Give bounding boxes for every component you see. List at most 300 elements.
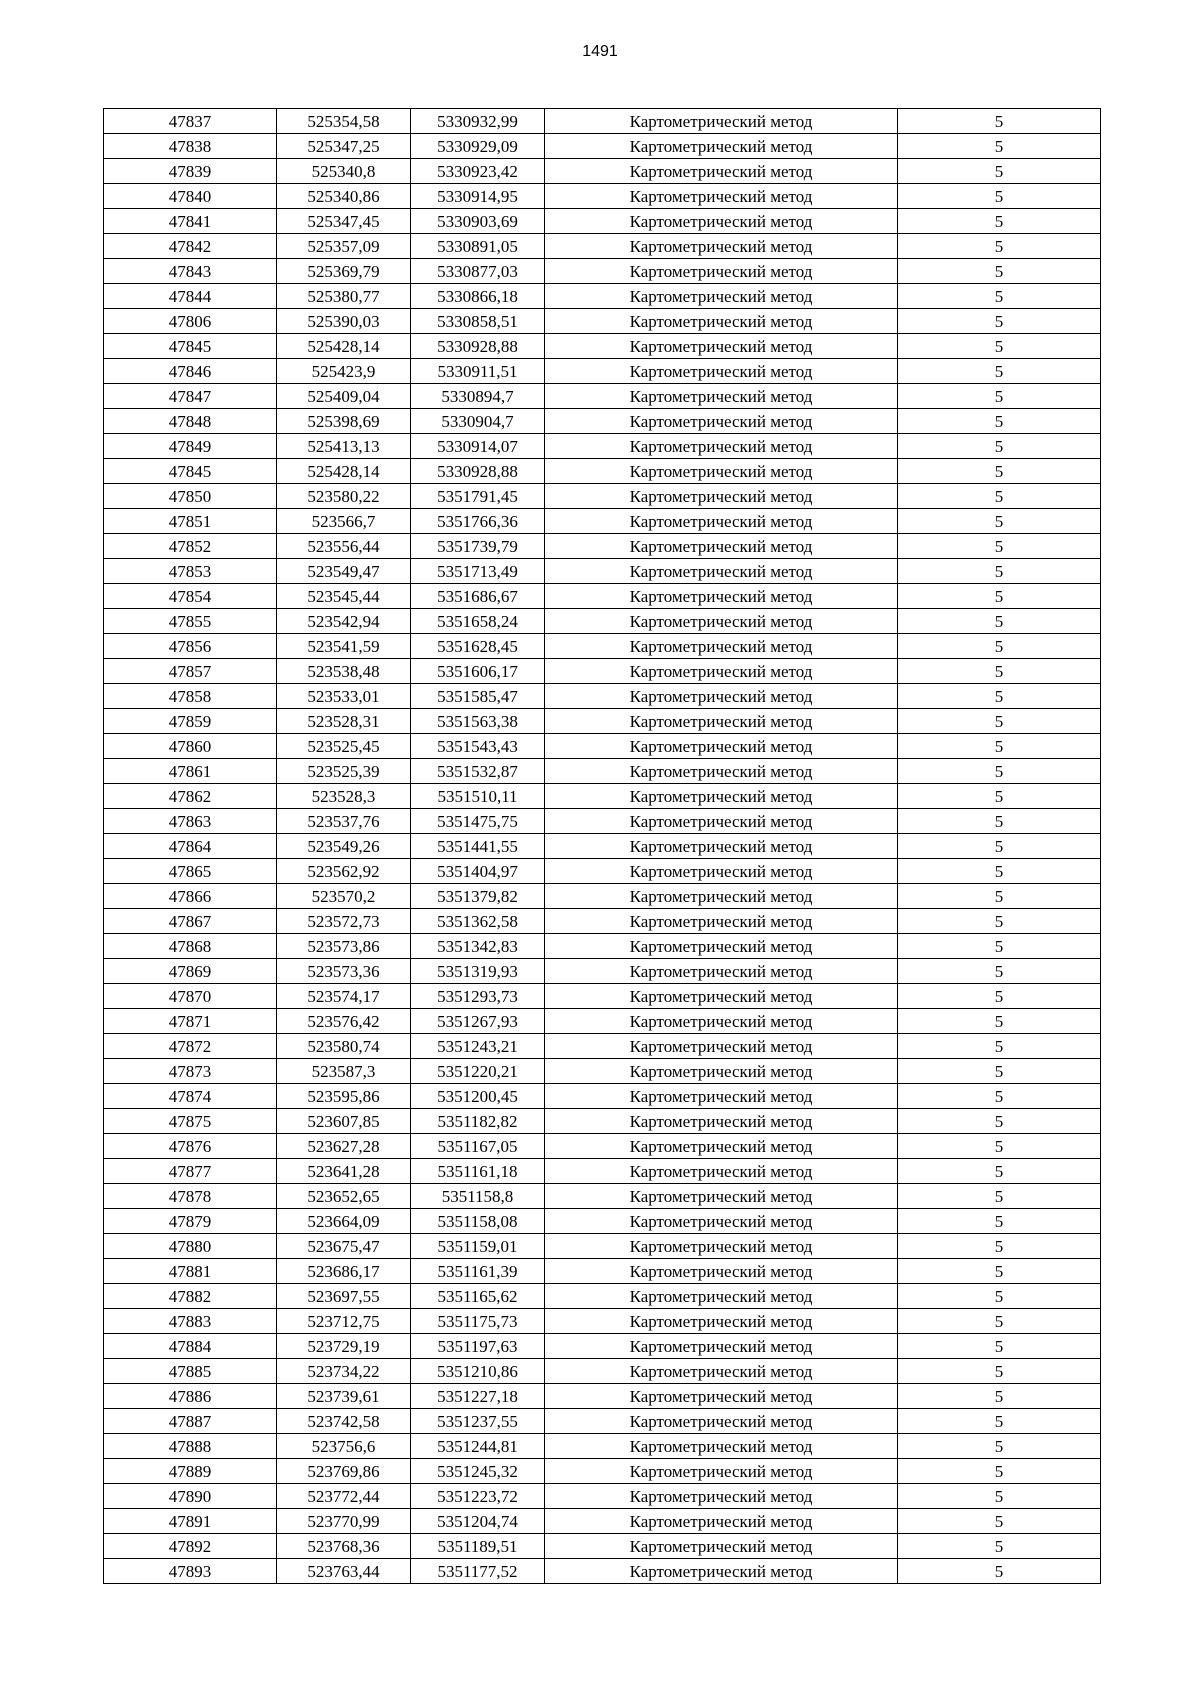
- table-row: [104, 909, 1101, 934]
- accuracy-cell: 5: [898, 434, 1101, 459]
- y-coordinate-cell: 5351220,21: [411, 1059, 545, 1084]
- method-cell: Картометрический метод: [545, 809, 898, 834]
- method-cell: Картометрический метод: [545, 384, 898, 409]
- y-coordinate-cell: 5330877,03: [411, 259, 545, 284]
- method-cell: Картометрический метод: [545, 209, 898, 234]
- method-cell: Картометрический метод: [545, 884, 898, 909]
- method-cell: Картометрический метод: [545, 584, 898, 609]
- y-coordinate-cell: 5351204,74: [411, 1509, 545, 1534]
- method-cell: Картометрический метод: [545, 1534, 898, 1559]
- x-coordinate-cell: 523545,44: [277, 584, 411, 609]
- point-number-cell: 47889: [104, 1459, 277, 1484]
- x-coordinate-cell: 523542,94: [277, 609, 411, 634]
- y-coordinate-cell: 5351237,55: [411, 1409, 545, 1434]
- table-row: [104, 1084, 1101, 1109]
- table-row: [104, 259, 1101, 284]
- x-coordinate-cell: 525354,58: [277, 109, 411, 134]
- x-coordinate-cell: 523627,28: [277, 1134, 411, 1159]
- point-number-cell: 47857: [104, 659, 277, 684]
- y-coordinate-cell: 5351658,24: [411, 609, 545, 634]
- point-number-cell: 47842: [104, 234, 277, 259]
- x-coordinate-cell: 523595,86: [277, 1084, 411, 1109]
- method-cell: Картометрический метод: [545, 834, 898, 859]
- table-row: [104, 1234, 1101, 1259]
- x-coordinate-cell: 523742,58: [277, 1409, 411, 1434]
- point-number-cell: 47865: [104, 859, 277, 884]
- table-row: [104, 934, 1101, 959]
- x-coordinate-cell: 525409,04: [277, 384, 411, 409]
- y-coordinate-cell: 5351379,82: [411, 884, 545, 909]
- x-coordinate-cell: 523556,44: [277, 534, 411, 559]
- method-cell: Картометрический метод: [545, 909, 898, 934]
- method-cell: Картометрический метод: [545, 1084, 898, 1109]
- table-row: [104, 159, 1101, 184]
- accuracy-cell: 5: [898, 1159, 1101, 1184]
- method-cell: Картометрический метод: [545, 1259, 898, 1284]
- point-number-cell: 47843: [104, 259, 277, 284]
- table-row: [104, 334, 1101, 359]
- x-coordinate-cell: 525413,13: [277, 434, 411, 459]
- point-number-cell: 47841: [104, 209, 277, 234]
- accuracy-cell: 5: [898, 1559, 1101, 1584]
- accuracy-cell: 5: [898, 659, 1101, 684]
- table-row: [104, 1284, 1101, 1309]
- y-coordinate-cell: 5330911,51: [411, 359, 545, 384]
- table-row: [104, 1309, 1101, 1334]
- point-number-cell: 47888: [104, 1434, 277, 1459]
- accuracy-cell: 5: [898, 109, 1101, 134]
- point-number-cell: 47863: [104, 809, 277, 834]
- table-row: [104, 309, 1101, 334]
- point-number-cell: 47885: [104, 1359, 277, 1384]
- y-coordinate-cell: 5351510,11: [411, 784, 545, 809]
- method-cell: Картометрический метод: [545, 934, 898, 959]
- accuracy-cell: 5: [898, 1034, 1101, 1059]
- point-number-cell: 47875: [104, 1109, 277, 1134]
- method-cell: Картометрический метод: [545, 509, 898, 534]
- table-row: [104, 809, 1101, 834]
- y-coordinate-cell: 5351319,93: [411, 959, 545, 984]
- y-coordinate-cell: 5351161,18: [411, 1159, 545, 1184]
- point-number-cell: 47850: [104, 484, 277, 509]
- method-cell: Картометрический метод: [545, 709, 898, 734]
- table-row: [104, 659, 1101, 684]
- x-coordinate-cell: 523528,31: [277, 709, 411, 734]
- x-coordinate-cell: 523641,28: [277, 1159, 411, 1184]
- y-coordinate-cell: 5351167,05: [411, 1134, 545, 1159]
- table-row: [104, 1334, 1101, 1359]
- point-number-cell: 47848: [104, 409, 277, 434]
- accuracy-cell: 5: [898, 1484, 1101, 1509]
- x-coordinate-cell: 523756,6: [277, 1434, 411, 1459]
- x-coordinate-cell: 523734,22: [277, 1359, 411, 1384]
- y-coordinate-cell: 5351739,79: [411, 534, 545, 559]
- table-row: [104, 359, 1101, 384]
- x-coordinate-cell: 525357,09: [277, 234, 411, 259]
- accuracy-cell: 5: [898, 534, 1101, 559]
- method-cell: Картометрический метод: [545, 184, 898, 209]
- accuracy-cell: 5: [898, 184, 1101, 209]
- accuracy-cell: 5: [898, 159, 1101, 184]
- table-row: [104, 284, 1101, 309]
- table-row: [104, 1534, 1101, 1559]
- table-row: [104, 1209, 1101, 1234]
- y-coordinate-cell: 5351293,73: [411, 984, 545, 1009]
- accuracy-cell: 5: [898, 834, 1101, 859]
- point-number-cell: 47844: [104, 284, 277, 309]
- method-cell: Картометрический метод: [545, 1359, 898, 1384]
- y-coordinate-cell: 5351362,58: [411, 909, 545, 934]
- accuracy-cell: 5: [898, 1284, 1101, 1309]
- accuracy-cell: 5: [898, 859, 1101, 884]
- x-coordinate-cell: 523607,85: [277, 1109, 411, 1134]
- point-number-cell: 47883: [104, 1309, 277, 1334]
- method-cell: Картометрический метод: [545, 1434, 898, 1459]
- x-coordinate-cell: 523686,17: [277, 1259, 411, 1284]
- table-row: [104, 759, 1101, 784]
- x-coordinate-cell: 523712,75: [277, 1309, 411, 1334]
- accuracy-cell: 5: [898, 1334, 1101, 1359]
- method-cell: Картометрический метод: [545, 309, 898, 334]
- y-coordinate-cell: 5330929,09: [411, 134, 545, 159]
- method-cell: Картометрический метод: [545, 1059, 898, 1084]
- table-row: [104, 784, 1101, 809]
- point-number-cell: 47846: [104, 359, 277, 384]
- accuracy-cell: 5: [898, 134, 1101, 159]
- point-number-cell: 47869: [104, 959, 277, 984]
- accuracy-cell: 5: [898, 709, 1101, 734]
- method-cell: Картометрический метод: [545, 559, 898, 584]
- x-coordinate-cell: 523573,36: [277, 959, 411, 984]
- table-row: [104, 559, 1101, 584]
- point-number-cell: 47856: [104, 634, 277, 659]
- table-row: [104, 434, 1101, 459]
- method-cell: Картометрический метод: [545, 1134, 898, 1159]
- y-coordinate-cell: 5330914,07: [411, 434, 545, 459]
- accuracy-cell: 5: [898, 209, 1101, 234]
- x-coordinate-cell: 523580,22: [277, 484, 411, 509]
- method-cell: Картометрический метод: [545, 959, 898, 984]
- method-cell: Картометрический метод: [545, 609, 898, 634]
- table-row: [104, 459, 1101, 484]
- method-cell: Картометрический метод: [545, 1209, 898, 1234]
- y-coordinate-cell: 5330928,88: [411, 459, 545, 484]
- accuracy-cell: 5: [898, 734, 1101, 759]
- x-coordinate-cell: 523739,61: [277, 1384, 411, 1409]
- table-row: [104, 384, 1101, 409]
- table-row: [104, 1384, 1101, 1409]
- point-number-cell: 47877: [104, 1159, 277, 1184]
- x-coordinate-cell: 523664,09: [277, 1209, 411, 1234]
- table-row: [104, 1259, 1101, 1284]
- accuracy-cell: 5: [898, 509, 1101, 534]
- x-coordinate-cell: 523763,44: [277, 1559, 411, 1584]
- method-cell: Картометрический метод: [545, 1159, 898, 1184]
- x-coordinate-cell: 523697,55: [277, 1284, 411, 1309]
- method-cell: Картометрический метод: [545, 234, 898, 259]
- x-coordinate-cell: 523768,36: [277, 1534, 411, 1559]
- y-coordinate-cell: 5351475,75: [411, 809, 545, 834]
- method-cell: Картометрический метод: [545, 1034, 898, 1059]
- point-number-cell: 47879: [104, 1209, 277, 1234]
- method-cell: Картометрический метод: [545, 159, 898, 184]
- point-number-cell: 47852: [104, 534, 277, 559]
- y-coordinate-cell: 5351158,8: [411, 1184, 545, 1209]
- y-coordinate-cell: 5351628,45: [411, 634, 545, 659]
- accuracy-cell: 5: [898, 459, 1101, 484]
- method-cell: Картометрический метод: [545, 634, 898, 659]
- x-coordinate-cell: 523538,48: [277, 659, 411, 684]
- table-row: [104, 1159, 1101, 1184]
- accuracy-cell: 5: [898, 609, 1101, 634]
- accuracy-cell: 5: [898, 1409, 1101, 1434]
- table-row: [104, 634, 1101, 659]
- x-coordinate-cell: 523562,92: [277, 859, 411, 884]
- x-coordinate-cell: 523549,47: [277, 559, 411, 584]
- table-row: [104, 209, 1101, 234]
- point-number-cell: 47851: [104, 509, 277, 534]
- table-row: [104, 1484, 1101, 1509]
- method-cell: Картометрический метод: [545, 259, 898, 284]
- point-number-cell: 47892: [104, 1534, 277, 1559]
- table-row: [104, 1459, 1101, 1484]
- table-row: [104, 1359, 1101, 1384]
- point-number-cell: 47838: [104, 134, 277, 159]
- point-number-cell: 47876: [104, 1134, 277, 1159]
- y-coordinate-cell: 5351686,67: [411, 584, 545, 609]
- table-row: [104, 184, 1101, 209]
- table-row: [104, 734, 1101, 759]
- y-coordinate-cell: 5351606,17: [411, 659, 545, 684]
- accuracy-cell: 5: [898, 1009, 1101, 1034]
- y-coordinate-cell: 5351243,21: [411, 1034, 545, 1059]
- table-row: [104, 834, 1101, 859]
- accuracy-cell: 5: [898, 384, 1101, 409]
- point-number-cell: 47886: [104, 1384, 277, 1409]
- method-cell: Картометрический метод: [545, 1109, 898, 1134]
- y-coordinate-cell: 5351158,08: [411, 1209, 545, 1234]
- table-row: [104, 134, 1101, 159]
- x-coordinate-cell: 525423,9: [277, 359, 411, 384]
- y-coordinate-cell: 5351245,32: [411, 1459, 545, 1484]
- accuracy-cell: 5: [898, 809, 1101, 834]
- accuracy-cell: 5: [898, 559, 1101, 584]
- x-coordinate-cell: 523772,44: [277, 1484, 411, 1509]
- table-row: [104, 1409, 1101, 1434]
- x-coordinate-cell: 523652,65: [277, 1184, 411, 1209]
- y-coordinate-cell: 5351585,47: [411, 684, 545, 709]
- method-cell: Картометрический метод: [545, 434, 898, 459]
- accuracy-cell: 5: [898, 1509, 1101, 1534]
- point-number-cell: 47859: [104, 709, 277, 734]
- table-row: [104, 684, 1101, 709]
- y-coordinate-cell: 5351159,01: [411, 1234, 545, 1259]
- y-coordinate-cell: 5330904,7: [411, 409, 545, 434]
- x-coordinate-cell: 525347,25: [277, 134, 411, 159]
- point-number-cell: 47871: [104, 1009, 277, 1034]
- y-coordinate-cell: 5351342,83: [411, 934, 545, 959]
- accuracy-cell: 5: [898, 634, 1101, 659]
- accuracy-cell: 5: [898, 1234, 1101, 1259]
- point-number-cell: 47887: [104, 1409, 277, 1434]
- accuracy-cell: 5: [898, 1184, 1101, 1209]
- point-number-cell: 47868: [104, 934, 277, 959]
- point-number-cell: 47849: [104, 434, 277, 459]
- method-cell: Картометрический метод: [545, 134, 898, 159]
- accuracy-cell: 5: [898, 259, 1101, 284]
- x-coordinate-cell: 523528,3: [277, 784, 411, 809]
- point-number-cell: 47861: [104, 759, 277, 784]
- y-coordinate-cell: 5330894,7: [411, 384, 545, 409]
- x-coordinate-cell: 525369,79: [277, 259, 411, 284]
- accuracy-cell: 5: [898, 1309, 1101, 1334]
- point-number-cell: 47847: [104, 384, 277, 409]
- accuracy-cell: 5: [898, 1259, 1101, 1284]
- table-row: [104, 1434, 1101, 1459]
- table-row: [104, 484, 1101, 509]
- point-number-cell: 47873: [104, 1059, 277, 1084]
- accuracy-cell: 5: [898, 1134, 1101, 1159]
- accuracy-cell: 5: [898, 359, 1101, 384]
- method-cell: Картометрический метод: [545, 659, 898, 684]
- y-coordinate-cell: 5351161,39: [411, 1259, 545, 1284]
- x-coordinate-cell: 523729,19: [277, 1334, 411, 1359]
- point-number-cell: 47806: [104, 309, 277, 334]
- x-coordinate-cell: 523587,3: [277, 1059, 411, 1084]
- y-coordinate-cell: 5351197,63: [411, 1334, 545, 1359]
- accuracy-cell: 5: [898, 984, 1101, 1009]
- point-number-cell: 47867: [104, 909, 277, 934]
- table-row: [104, 1134, 1101, 1159]
- point-number-cell: 47858: [104, 684, 277, 709]
- method-cell: Картометрический метод: [545, 1509, 898, 1534]
- x-coordinate-cell: 525398,69: [277, 409, 411, 434]
- accuracy-cell: 5: [898, 484, 1101, 509]
- point-number-cell: 47854: [104, 584, 277, 609]
- x-coordinate-cell: 523525,39: [277, 759, 411, 784]
- y-coordinate-cell: 5351713,49: [411, 559, 545, 584]
- y-coordinate-cell: 5351543,43: [411, 734, 545, 759]
- accuracy-cell: 5: [898, 1384, 1101, 1409]
- x-coordinate-cell: 525340,8: [277, 159, 411, 184]
- accuracy-cell: 5: [898, 1059, 1101, 1084]
- accuracy-cell: 5: [898, 309, 1101, 334]
- x-coordinate-cell: 523533,01: [277, 684, 411, 709]
- x-coordinate-cell: 525390,03: [277, 309, 411, 334]
- y-coordinate-cell: 5330928,88: [411, 334, 545, 359]
- accuracy-cell: 5: [898, 234, 1101, 259]
- x-coordinate-cell: 523580,74: [277, 1034, 411, 1059]
- table-row: [104, 859, 1101, 884]
- coordinates-table-body: [104, 109, 1101, 1584]
- y-coordinate-cell: 5351404,97: [411, 859, 545, 884]
- y-coordinate-cell: 5330914,95: [411, 184, 545, 209]
- y-coordinate-cell: 5330858,51: [411, 309, 545, 334]
- table-row: [104, 884, 1101, 909]
- table-row: [104, 1184, 1101, 1209]
- method-cell: Картометрический метод: [545, 784, 898, 809]
- y-coordinate-cell: 5351175,73: [411, 1309, 545, 1334]
- x-coordinate-cell: 525380,77: [277, 284, 411, 309]
- method-cell: Картометрический метод: [545, 284, 898, 309]
- method-cell: Картометрический метод: [545, 109, 898, 134]
- point-number-cell: 47893: [104, 1559, 277, 1584]
- table-row: [104, 584, 1101, 609]
- y-coordinate-cell: 5330891,05: [411, 234, 545, 259]
- x-coordinate-cell: 523549,26: [277, 834, 411, 859]
- table-row: [104, 1109, 1101, 1134]
- point-number-cell: 47884: [104, 1334, 277, 1359]
- table-row: [104, 709, 1101, 734]
- method-cell: Картометрический метод: [545, 1559, 898, 1584]
- method-cell: Картометрический метод: [545, 459, 898, 484]
- y-coordinate-cell: 5330923,42: [411, 159, 545, 184]
- point-number-cell: 47880: [104, 1234, 277, 1259]
- method-cell: Картометрический метод: [545, 859, 898, 884]
- y-coordinate-cell: 5351189,51: [411, 1534, 545, 1559]
- y-coordinate-cell: 5351165,62: [411, 1284, 545, 1309]
- point-number-cell: 47860: [104, 734, 277, 759]
- x-coordinate-cell: 523570,2: [277, 884, 411, 909]
- method-cell: Картометрический метод: [545, 1234, 898, 1259]
- point-number-cell: 47891: [104, 1509, 277, 1534]
- method-cell: Картометрический метод: [545, 1384, 898, 1409]
- point-number-cell: 47864: [104, 834, 277, 859]
- point-number-cell: 47845: [104, 334, 277, 359]
- table-row: [104, 234, 1101, 259]
- table-row: [104, 1559, 1101, 1584]
- y-coordinate-cell: 5351177,52: [411, 1559, 545, 1584]
- x-coordinate-cell: 525347,45: [277, 209, 411, 234]
- table-row: [104, 509, 1101, 534]
- method-cell: Картометрический метод: [545, 359, 898, 384]
- x-coordinate-cell: 525428,14: [277, 334, 411, 359]
- accuracy-cell: 5: [898, 1109, 1101, 1134]
- x-coordinate-cell: 523525,45: [277, 734, 411, 759]
- accuracy-cell: 5: [898, 1459, 1101, 1484]
- table-row: [104, 1034, 1101, 1059]
- y-coordinate-cell: 5351532,87: [411, 759, 545, 784]
- x-coordinate-cell: 523572,73: [277, 909, 411, 934]
- table-row: [104, 1009, 1101, 1034]
- method-cell: Картометрический метод: [545, 1484, 898, 1509]
- accuracy-cell: 5: [898, 1434, 1101, 1459]
- point-number-cell: 47837: [104, 109, 277, 134]
- accuracy-cell: 5: [898, 409, 1101, 434]
- method-cell: Картометрический метод: [545, 1334, 898, 1359]
- method-cell: Картометрический метод: [545, 1009, 898, 1034]
- point-number-cell: 47840: [104, 184, 277, 209]
- method-cell: Картометрический метод: [545, 1459, 898, 1484]
- point-number-cell: 47866: [104, 884, 277, 909]
- y-coordinate-cell: 5351766,36: [411, 509, 545, 534]
- point-number-cell: 47890: [104, 1484, 277, 1509]
- y-coordinate-cell: 5330932,99: [411, 109, 545, 134]
- table-row: [104, 984, 1101, 1009]
- method-cell: Картометрический метод: [545, 534, 898, 559]
- x-coordinate-cell: 523769,86: [277, 1459, 411, 1484]
- point-number-cell: 47872: [104, 1034, 277, 1059]
- y-coordinate-cell: 5351200,45: [411, 1084, 545, 1109]
- y-coordinate-cell: 5351563,38: [411, 709, 545, 734]
- page-number: 1491: [582, 43, 618, 60]
- point-number-cell: 47881: [104, 1259, 277, 1284]
- x-coordinate-cell: 523574,17: [277, 984, 411, 1009]
- method-cell: Картометрический метод: [545, 409, 898, 434]
- x-coordinate-cell: 523770,99: [277, 1509, 411, 1534]
- table-row: [104, 1059, 1101, 1084]
- accuracy-cell: 5: [898, 1209, 1101, 1234]
